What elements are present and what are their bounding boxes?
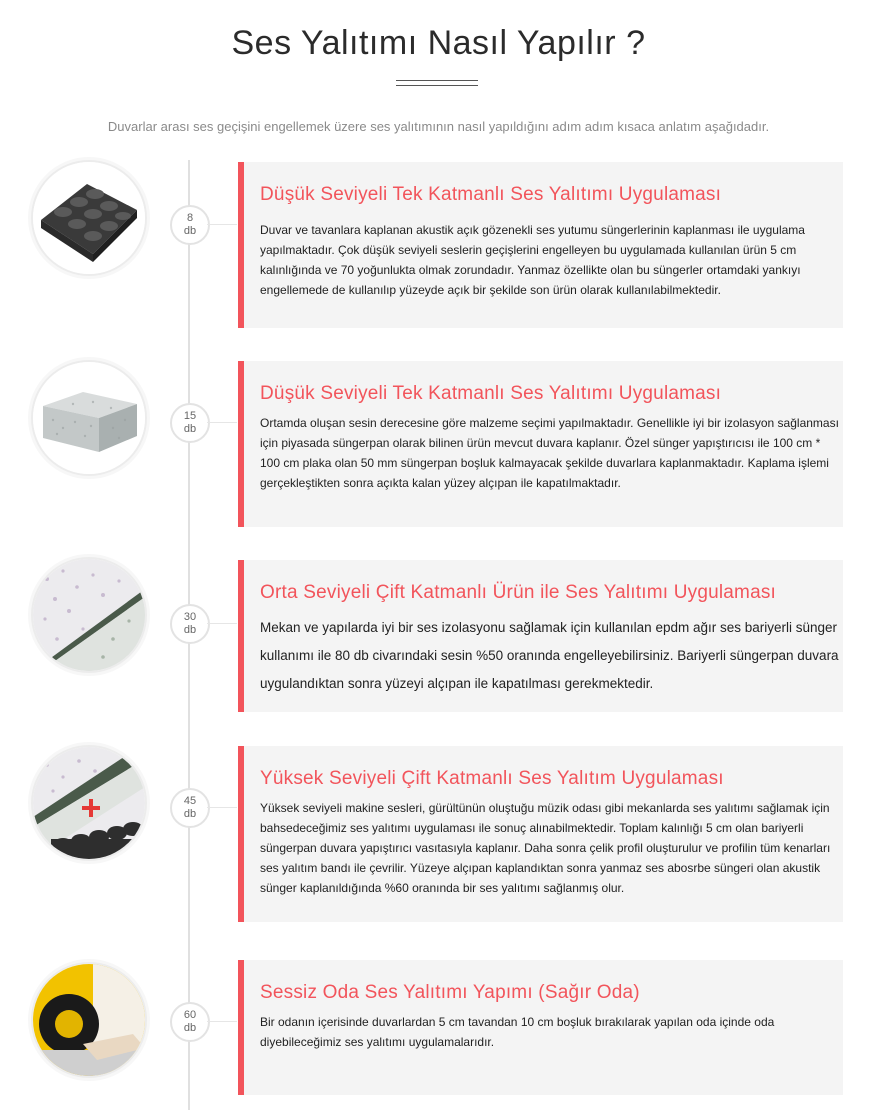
db-badge <box>170 205 210 245</box>
db-value: 45 <box>183 795 197 807</box>
step-card <box>238 746 843 922</box>
step-description: Mekan ve yapılarda iyi bir ses izolasyonu sağlamak için kullanılan epdm ağır ses bariyerli sünger kullanımı ile 80 db civarındaki sesin %50 oranında engelleyebilirsiniz. Bariyerli süngerpan duvara uygulandıktan sonra yüzeyi alçıpan ile kapatılması gerekmektedir. <box>260 620 839 691</box>
insulation-tape-image <box>31 962 147 1078</box>
step-title: Düşük Seviyeli Tek Katmanlı Ses Yalıtımı Uygulaması <box>260 383 722 404</box>
db-unit: db <box>183 808 197 820</box>
step-card <box>238 361 843 527</box>
db-badge <box>170 1002 210 1042</box>
db-unit: db <box>183 624 197 636</box>
db-value: 8 <box>186 212 194 224</box>
step-title: Orta Seviyeli Çift Katmanlı Ürün ile Ses Yalıtımı Uygulaması <box>260 582 777 603</box>
db-unit: db <box>183 1022 197 1034</box>
step-card <box>238 560 843 712</box>
step-description: Duvar ve tavanlara kaplanan akustik açık gözenekli ses yutumu süngerlerinin kaplanması ile uygulama yapılmaktadır. Çok düşük seviyeli seslerin geçişlerini engelleyen bu uygulamada kullanılan ürün 5 cm kalınlığında ve 70 yoğunlukta olmak zorundadır. Yanmaz özellikte olan bu süngerler ortamdaki yankıyı engellemede de kullanılıp yüzeyde açık bir şekilde son ürün olarak kullanılabilmektedir. <box>260 223 805 297</box>
db-value: 15 <box>183 410 197 422</box>
page-subtitle: Duvarlar arası ses geçişini engellemek üzere ses yalıtımının nasıl yapıldığını adım adım kısaca anlatım aşağıdadır. <box>107 119 770 134</box>
db-badge <box>170 604 210 644</box>
db-value: 60 <box>183 1009 197 1021</box>
step-title: Sessiz Oda Ses Yalıtımı Yapımı (Sağır Oda) <box>260 982 640 1003</box>
title-divider <box>396 85 478 86</box>
db-badge <box>170 403 210 443</box>
step-description: Ortamda oluşan sesin derecesine göre malzeme seçimi yapılmaktadır. Genellikle iyi bir izolasyon sağlanması için piyasada süngerpan olarak bilinen ürün mevcut duvara kaplanır. Özel sünger yapıştırıcısı ile 100 cm * 100 cm plaka olan 50 mm süngerpan boşluk kalmayacak şekilde duvarlara kaplanmaktadır. Kaplama işlemi gerçekleştikten sonra açıkta kalan yüzey alçıpan ile kapatılmaktadır. <box>260 416 839 490</box>
page-title: Ses Yalıtımı Nasıl Yapılır ? <box>231 24 646 62</box>
step-card <box>238 960 843 1095</box>
step-description: Bir odanın içerisinde duvarlardan 5 cm tavandan 10 cm boşluk bırakılarak yapılan oda içinde oda diyebileceğimiz ses yalıtımı uygulamalarıdır. <box>260 1015 775 1049</box>
timeline-connector <box>207 807 237 808</box>
db-value: 30 <box>183 611 197 623</box>
db-unit: db <box>183 225 197 237</box>
step-description: Yüksek seviyeli makine sesleri, gürültünün oluştuğu müzik odası gibi mekanlarda ses yalıtımı sağlamak için bahsedeceğimiz ses yalıtımı uygulaması ile sonuç alınabilmektedir. Toplam kalınlığı 5 cm olan bariyerli süngerpan duvara yapıştırıcı vasıtasıyla kaplanır. Daha sonra çelik profil oluşturulur ve profilin tüm kenarları ses yalıtım bandı ile çevrilir. Yüzeye alçıpan kaplandıktan sonra yanmaz ses abosrbe süngeri olan akustik sünger kaplanıldığında %60 oranında bir ses yalıtımı sağlanmış olur. <box>260 801 831 895</box>
step-title: Düşük Seviyeli Tek Katmanlı Ses Yalıtımı Uygulaması <box>260 184 722 205</box>
double-layer-image <box>31 745 147 861</box>
timeline-connector <box>207 224 237 225</box>
db-badge <box>170 788 210 828</box>
barrier-sponge-image <box>31 557 147 673</box>
acoustic-foam-image <box>31 160 147 276</box>
timeline-connector <box>207 623 237 624</box>
db-unit: db <box>183 423 197 435</box>
sponge-block-image <box>31 360 147 476</box>
step-title: Yüksek Seviyeli Çift Katmanlı Ses Yalıtım Uygulaması <box>260 768 724 789</box>
title-divider <box>396 80 478 81</box>
timeline-connector <box>207 422 237 423</box>
step-card <box>238 162 843 328</box>
timeline-connector <box>207 1021 237 1022</box>
